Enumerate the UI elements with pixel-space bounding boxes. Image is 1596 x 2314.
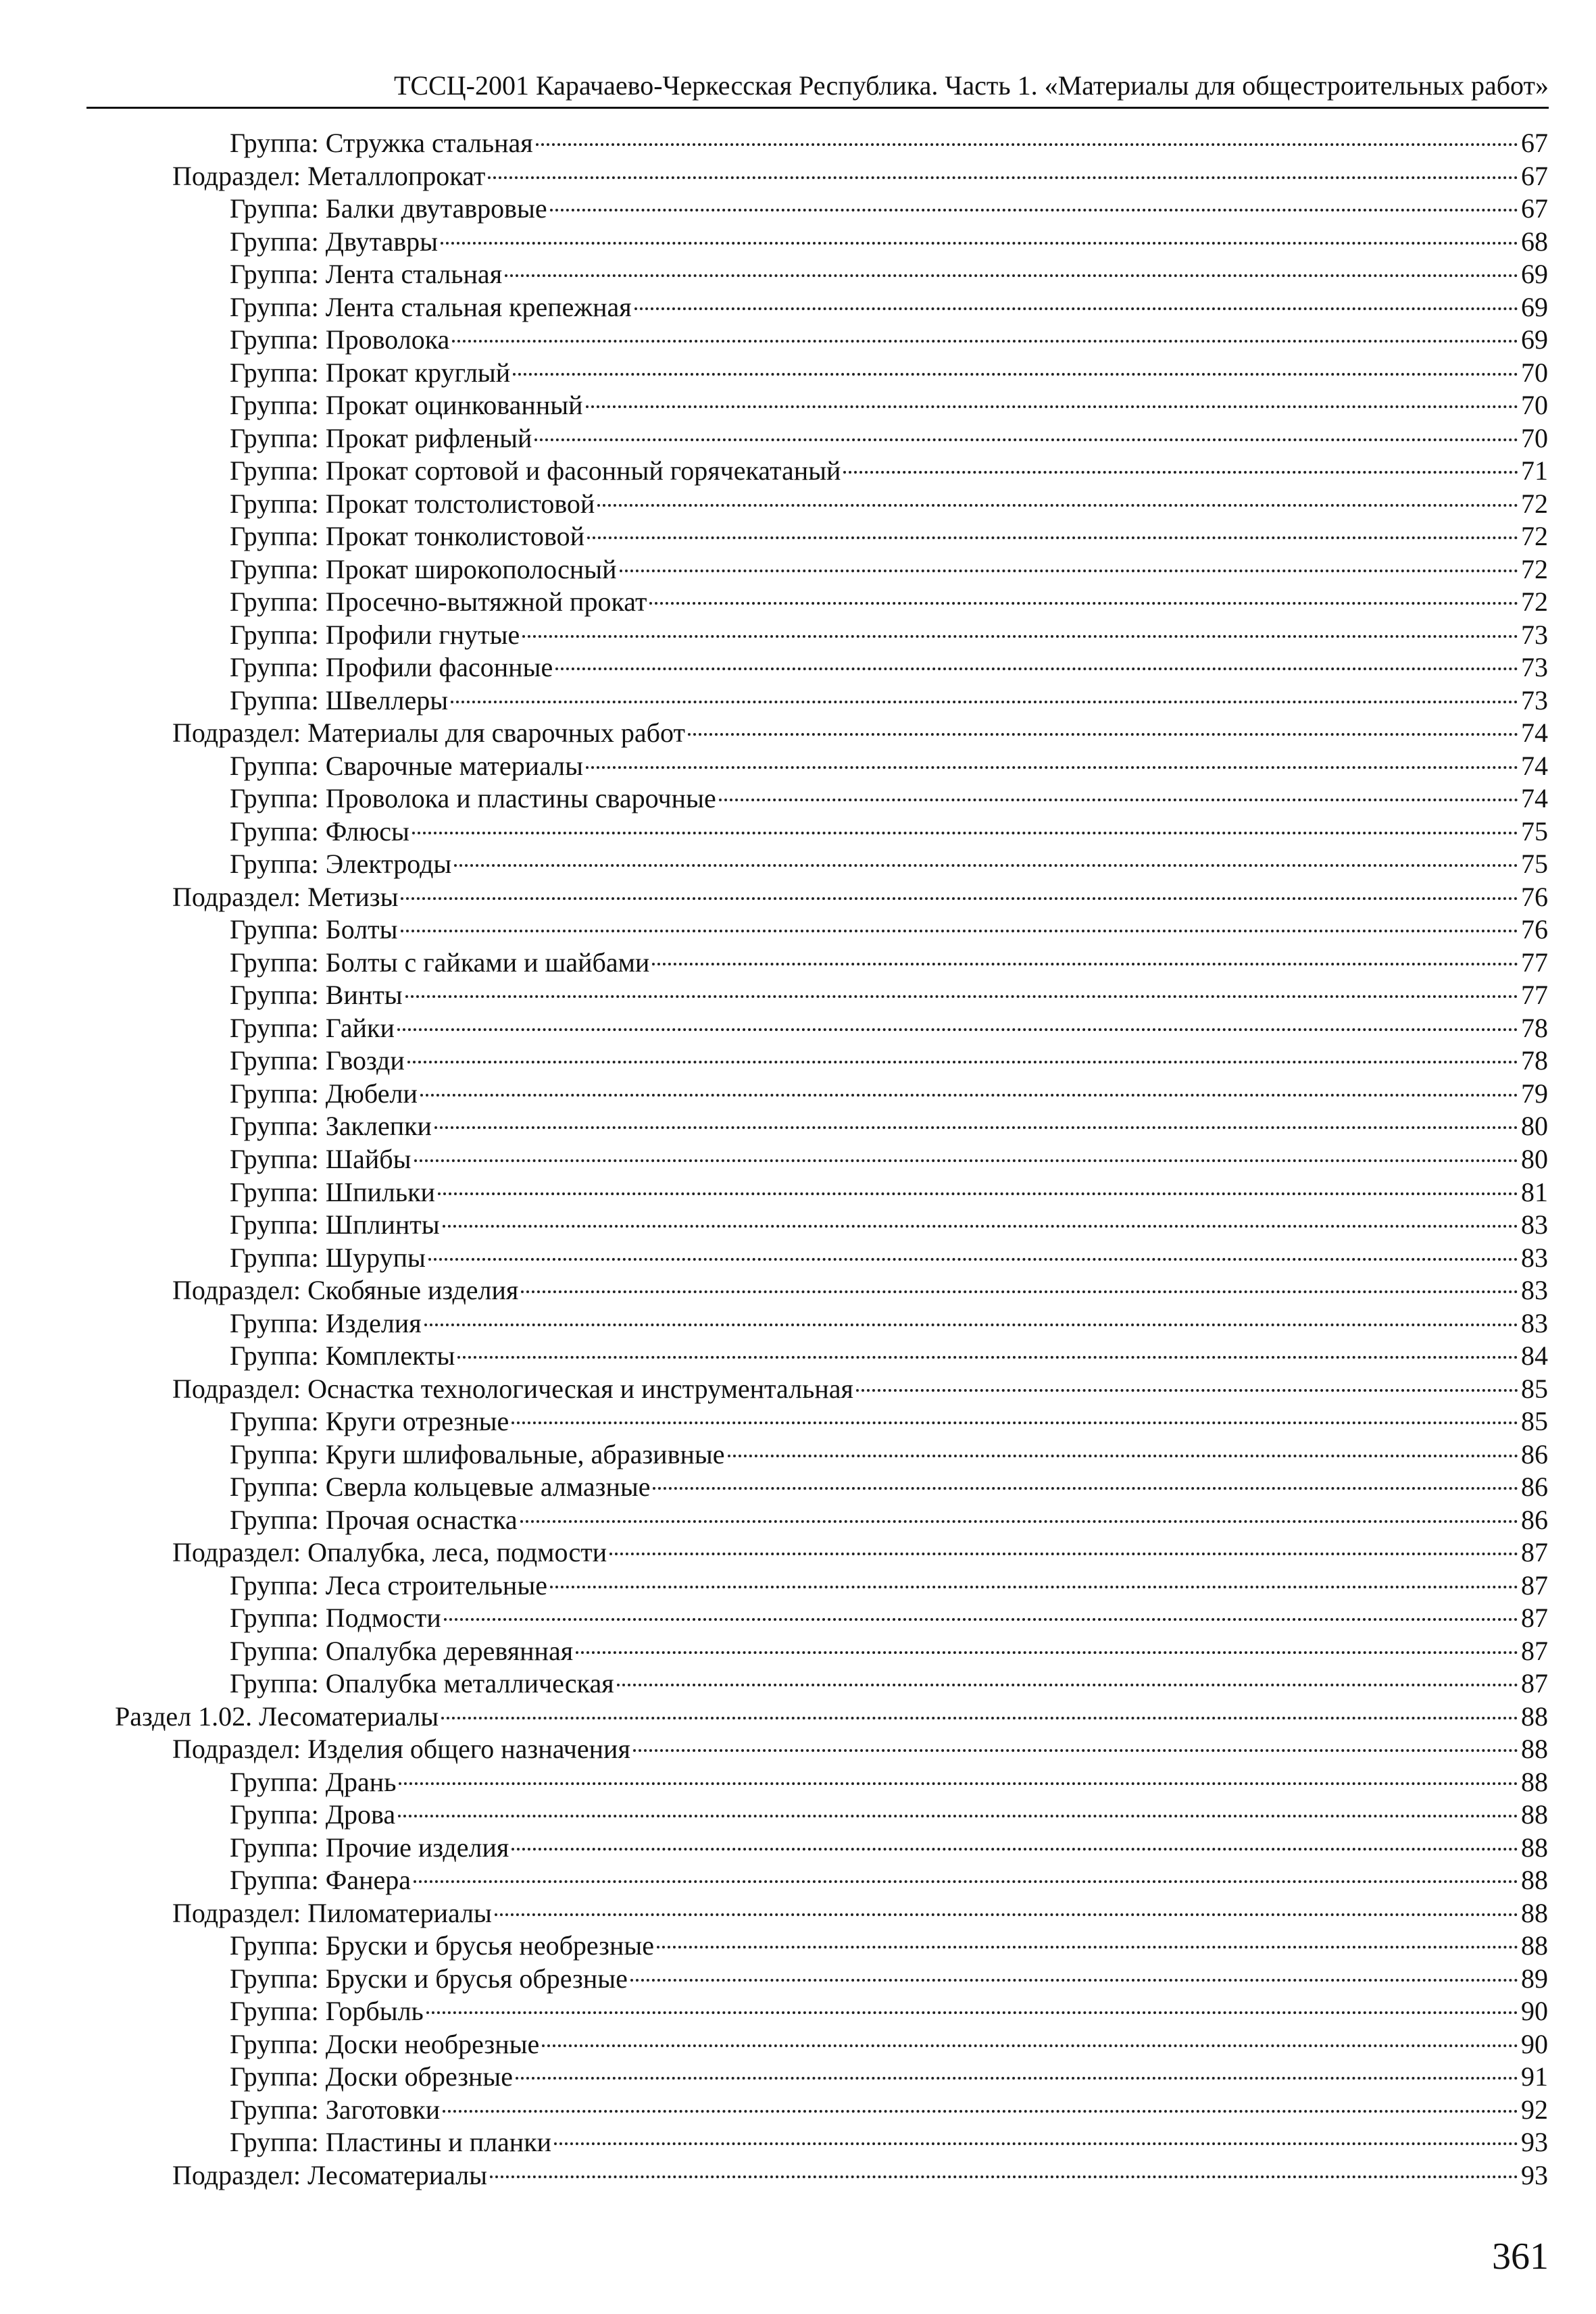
dot-leader bbox=[441, 1717, 1518, 1719]
dot-leader bbox=[505, 274, 1518, 277]
table-of-contents bbox=[0, 127, 1596, 2192]
toc-entry-page: 75 bbox=[1521, 849, 1548, 880]
toc-entry bbox=[0, 1701, 1548, 1734]
toc-entry bbox=[0, 1995, 1548, 2028]
dot-leader bbox=[652, 963, 1518, 965]
dot-leader bbox=[401, 930, 1518, 932]
toc-entry-page: 85 bbox=[1521, 1373, 1548, 1404]
toc-entry-title: Группа: Прокат круглый bbox=[230, 357, 511, 388]
toc-entry-title: Группа: Изделия bbox=[230, 1307, 422, 1338]
dot-leader bbox=[657, 1946, 1518, 1948]
dot-leader bbox=[620, 570, 1518, 572]
toc-entry-title: Группа: Дюбели bbox=[230, 1078, 418, 1109]
toc-entry-page: 92 bbox=[1521, 2094, 1548, 2125]
toc-entry-page: 72 bbox=[1521, 488, 1548, 519]
toc-entry-page: 70 bbox=[1521, 390, 1548, 421]
toc-entry-title: Подраздел: Оснастка технологическая и инструментальная bbox=[172, 1373, 853, 1404]
toc-entry-page: 89 bbox=[1521, 1963, 1548, 1994]
toc-entry bbox=[0, 553, 1548, 586]
dot-leader bbox=[414, 1880, 1518, 1883]
toc-entry bbox=[0, 1438, 1548, 1472]
dot-leader bbox=[630, 1979, 1518, 1982]
toc-entry bbox=[0, 1373, 1548, 1406]
dot-leader bbox=[405, 995, 1518, 998]
toc-entry bbox=[0, 1340, 1548, 1373]
toc-entry bbox=[0, 848, 1548, 881]
dot-leader bbox=[512, 1848, 1518, 1851]
toc-entry bbox=[0, 2159, 1548, 2192]
dot-leader bbox=[521, 1290, 1518, 1293]
toc-entry-title: Группа: Заклепки bbox=[230, 1111, 432, 1142]
toc-entry-page: 80 bbox=[1521, 1143, 1548, 1174]
toc-entry-title: Группа: Просечно-вытяжной прокат bbox=[230, 586, 647, 618]
toc-entry-page: 67 bbox=[1521, 193, 1548, 224]
dot-leader bbox=[536, 143, 1518, 146]
toc-entry-page: 74 bbox=[1521, 718, 1548, 749]
toc-entry-title: Группа: Доски обрезные bbox=[230, 2061, 514, 2092]
toc-entry bbox=[0, 1012, 1548, 1045]
toc-entry-page: 88 bbox=[1521, 1799, 1548, 1830]
toc-entry-page: 83 bbox=[1521, 1307, 1548, 1338]
toc-entry bbox=[0, 2028, 1548, 2061]
toc-entry-title: Группа: Сварочные материалы bbox=[230, 750, 584, 781]
toc-entry-title: Группа: Фанера bbox=[230, 1865, 412, 1896]
toc-entry-page: 75 bbox=[1521, 815, 1548, 847]
dot-leader bbox=[452, 340, 1518, 343]
toc-entry-title: Группа: Проволока bbox=[230, 324, 450, 355]
dot-leader bbox=[407, 1061, 1518, 1063]
toc-entry bbox=[0, 258, 1548, 291]
toc-entry bbox=[0, 127, 1548, 160]
toc-entry-title: Группа: Стружка стальная bbox=[230, 128, 533, 158]
toc-entry-page: 70 bbox=[1521, 422, 1548, 453]
toc-entry bbox=[0, 1504, 1548, 1537]
toc-entry-page: 73 bbox=[1521, 619, 1548, 650]
dot-leader bbox=[420, 1094, 1518, 1097]
dot-leader bbox=[550, 209, 1518, 211]
toc-entry-title: Группа: Прочая оснастка bbox=[230, 1504, 518, 1535]
toc-entry-page: 71 bbox=[1521, 455, 1548, 486]
toc-entry-title: Группа: Прокат сортовой и фасонный горячекатаный bbox=[230, 455, 841, 486]
toc-entry-page: 93 bbox=[1521, 2127, 1548, 2158]
toc-entry-title: Подраздел: Изделия общего назначения bbox=[172, 1734, 630, 1765]
toc-entry bbox=[0, 750, 1548, 783]
dot-leader bbox=[443, 1225, 1518, 1228]
toc-entry-title: Группа: Профили фасонные bbox=[230, 652, 553, 683]
toc-entry bbox=[0, 1864, 1548, 1897]
dot-leader bbox=[534, 438, 1518, 441]
toc-entry-title: Группа: Комплекты bbox=[230, 1340, 455, 1372]
dot-leader bbox=[586, 405, 1519, 408]
toc-entry bbox=[0, 455, 1548, 488]
dot-leader bbox=[399, 1782, 1518, 1785]
running-header: ТССЦ-2001 Карачаево-Черкесская Республика. Часть 1. «Материалы для общестроительных работ» bbox=[393, 70, 1549, 101]
toc-entry bbox=[0, 389, 1548, 422]
dot-leader bbox=[522, 635, 1518, 638]
toc-entry-page: 73 bbox=[1521, 652, 1548, 683]
toc-entry-title: Группа: Шплинты bbox=[230, 1209, 440, 1240]
toc-entry bbox=[0, 1471, 1548, 1504]
toc-entry bbox=[0, 947, 1548, 980]
toc-entry-page: 90 bbox=[1521, 2028, 1548, 2059]
toc-entry-title: Группа: Болты bbox=[230, 914, 398, 945]
toc-entry bbox=[0, 1405, 1548, 1438]
toc-entry-page: 69 bbox=[1521, 259, 1548, 290]
toc-entry bbox=[0, 1897, 1548, 1930]
toc-entry-title: Подраздел: Материалы для сварочных работ bbox=[172, 718, 685, 749]
toc-entry bbox=[0, 1307, 1548, 1340]
toc-entry-page: 88 bbox=[1521, 1734, 1548, 1765]
dot-leader bbox=[513, 373, 1518, 376]
toc-entry-page: 86 bbox=[1521, 1472, 1548, 1503]
toc-entry-title: Группа: Пластины и планки bbox=[230, 2127, 552, 2158]
toc-entry-title: Группа: Винты bbox=[230, 980, 403, 1011]
toc-entry-title: Группа: Подмости bbox=[230, 1603, 441, 1634]
toc-entry bbox=[0, 1733, 1548, 1766]
dot-leader bbox=[444, 1618, 1518, 1621]
toc-entry-title: Группа: Опалубка металлическая bbox=[230, 1668, 614, 1699]
dot-leader bbox=[488, 176, 1518, 179]
toc-entry-title: Группа: Шпильки bbox=[230, 1176, 435, 1207]
toc-entry bbox=[0, 488, 1548, 521]
toc-entry bbox=[0, 1078, 1548, 1111]
toc-entry-page: 78 bbox=[1521, 1045, 1548, 1076]
toc-entry bbox=[0, 2061, 1548, 2094]
toc-entry bbox=[0, 979, 1548, 1012]
toc-entry-title: Раздел 1.02. Лесоматериалы bbox=[115, 1701, 439, 1732]
dot-leader bbox=[401, 897, 1518, 900]
dot-leader bbox=[441, 242, 1518, 245]
page-number: 361 bbox=[1492, 2236, 1549, 2278]
dot-leader bbox=[490, 2175, 1518, 2178]
toc-entry-page: 81 bbox=[1521, 1176, 1548, 1207]
toc-entry-title: Группа: Бруски и брусья обрезные bbox=[230, 1963, 628, 1994]
toc-entry-title: Группа: Лента стальная bbox=[230, 259, 503, 290]
toc-entry-page: 88 bbox=[1521, 1930, 1548, 1961]
dot-leader bbox=[587, 536, 1518, 539]
toc-entry-title: Подраздел: Скобяные изделия bbox=[172, 1275, 519, 1306]
toc-entry-title: Группа: Двутавры bbox=[230, 226, 439, 257]
dot-leader bbox=[434, 1126, 1518, 1129]
toc-entry bbox=[0, 1667, 1548, 1701]
dot-leader bbox=[649, 602, 1518, 605]
toc-entry bbox=[0, 160, 1548, 193]
dot-leader bbox=[397, 1028, 1518, 1031]
dot-leader bbox=[443, 2110, 1518, 2113]
dot-leader bbox=[454, 864, 1518, 867]
toc-entry bbox=[0, 1799, 1548, 1832]
toc-entry-title: Подраздел: Опалубка, леса, подмости bbox=[172, 1537, 607, 1568]
toc-entry-page: 73 bbox=[1521, 684, 1548, 715]
toc-entry-page: 78 bbox=[1521, 1012, 1548, 1043]
toc-entry-title: Группа: Прокат толстолистовой bbox=[230, 488, 595, 519]
toc-entry-title: Группа: Круги шлифовальные, абразивные bbox=[230, 1438, 725, 1469]
dot-leader bbox=[633, 1749, 1518, 1752]
toc-entry bbox=[0, 913, 1548, 947]
dot-leader bbox=[555, 668, 1518, 670]
toc-entry bbox=[0, 1602, 1548, 1635]
toc-entry bbox=[0, 1963, 1548, 1996]
toc-entry-page: 69 bbox=[1521, 291, 1548, 322]
toc-entry-title: Группа: Леса строительные bbox=[230, 1569, 547, 1601]
toc-entry bbox=[0, 881, 1548, 914]
toc-entry bbox=[0, 324, 1548, 357]
toc-entry-page: 87 bbox=[1521, 1603, 1548, 1634]
toc-entry-title: Группа: Прокат тонколистовой bbox=[230, 521, 584, 552]
toc-entry-page: 86 bbox=[1521, 1438, 1548, 1469]
toc-entry-page: 86 bbox=[1521, 1504, 1548, 1535]
toc-entry bbox=[0, 226, 1548, 259]
toc-entry-title: Группа: Сверла кольцевые алмазные bbox=[230, 1472, 651, 1503]
toc-entry bbox=[0, 422, 1548, 455]
toc-entry-title: Группа: Болты с гайками и шайбами bbox=[230, 947, 650, 978]
toc-entry-page: 77 bbox=[1521, 980, 1548, 1011]
toc-entry-title: Группа: Гвозди bbox=[230, 1045, 405, 1076]
toc-entry-page: 77 bbox=[1521, 947, 1548, 978]
toc-entry-page: 87 bbox=[1521, 1635, 1548, 1666]
toc-entry-page: 90 bbox=[1521, 1996, 1548, 2027]
toc-entry bbox=[0, 1930, 1548, 1963]
toc-entry-page: 70 bbox=[1521, 357, 1548, 388]
toc-entry bbox=[0, 684, 1548, 718]
dot-leader bbox=[856, 1389, 1518, 1392]
dot-leader bbox=[843, 471, 1518, 474]
toc-entry bbox=[0, 1536, 1548, 1569]
toc-entry bbox=[0, 1274, 1548, 1307]
toc-entry bbox=[0, 815, 1548, 849]
toc-entry-page: 88 bbox=[1521, 1897, 1548, 1928]
toc-entry bbox=[0, 2094, 1548, 2127]
dot-leader bbox=[520, 1520, 1518, 1523]
toc-entry-page: 88 bbox=[1521, 1865, 1548, 1896]
dot-leader bbox=[609, 1553, 1518, 1555]
toc-entry bbox=[0, 357, 1548, 390]
dot-leader bbox=[424, 1324, 1518, 1326]
toc-entry bbox=[0, 1832, 1548, 1865]
dot-leader bbox=[438, 1192, 1518, 1195]
toc-entry bbox=[0, 1143, 1548, 1176]
toc-entry-title: Группа: Прокат рифленый bbox=[230, 422, 532, 453]
toc-entry-page: 83 bbox=[1521, 1242, 1548, 1273]
toc-entry-title: Группа: Балки двутавровые bbox=[230, 193, 547, 224]
toc-entry-title: Группа: Дрань bbox=[230, 1766, 397, 1797]
toc-entry-title: Группа: Швеллеры bbox=[230, 684, 449, 715]
toc-entry bbox=[0, 1766, 1548, 1799]
toc-entry-page: 76 bbox=[1521, 914, 1548, 945]
toc-entry-title: Группа: Заготовки bbox=[230, 2094, 441, 2125]
toc-entry-title: Группа: Электроды bbox=[230, 849, 452, 880]
dot-leader bbox=[597, 504, 1518, 507]
toc-entry-title: Группа: Дрова bbox=[230, 1799, 396, 1830]
toc-entry-page: 67 bbox=[1521, 160, 1548, 191]
toc-entry bbox=[0, 193, 1548, 226]
dot-leader bbox=[428, 1258, 1518, 1261]
toc-entry-title: Подраздел: Пиломатериалы bbox=[172, 1897, 492, 1928]
toc-entry-title: Группа: Прокат широкополосный bbox=[230, 553, 617, 584]
toc-entry-page: 87 bbox=[1521, 1668, 1548, 1699]
dot-leader bbox=[586, 766, 1518, 769]
toc-entry-title: Группа: Прокат оцинкованный bbox=[230, 390, 583, 421]
dot-leader bbox=[576, 1651, 1518, 1654]
dot-leader bbox=[414, 1159, 1519, 1162]
toc-entry-page: 67 bbox=[1521, 128, 1548, 158]
toc-entry-page: 87 bbox=[1521, 1569, 1548, 1601]
toc-entry-page: 93 bbox=[1521, 2159, 1548, 2190]
toc-entry bbox=[0, 782, 1548, 815]
toc-entry-title: Группа: Флюсы bbox=[230, 815, 409, 847]
toc-entry bbox=[0, 717, 1548, 750]
toc-entry-title: Группа: Прочие изделия bbox=[230, 1832, 509, 1863]
toc-entry-page: 87 bbox=[1521, 1537, 1548, 1568]
toc-entry-page: 76 bbox=[1521, 881, 1548, 912]
toc-entry-title: Группа: Профили гнутые bbox=[230, 619, 520, 650]
toc-entry bbox=[0, 651, 1548, 684]
toc-entry-title: Группа: Лента стальная крепежная bbox=[230, 291, 632, 322]
dot-leader bbox=[550, 1586, 1518, 1588]
toc-entry-title: Группа: Доски необрезные bbox=[230, 2028, 540, 2059]
toc-entry-title: Группа: Проволока и пластины сварочные bbox=[230, 783, 716, 814]
dot-leader bbox=[728, 1455, 1519, 1457]
dot-leader bbox=[617, 1684, 1518, 1686]
toc-entry-title: Подраздел: Металлопрокат bbox=[172, 160, 486, 191]
dot-leader bbox=[653, 1487, 1518, 1490]
toc-entry bbox=[0, 1045, 1548, 1078]
toc-entry-page: 85 bbox=[1521, 1406, 1548, 1437]
toc-entry bbox=[0, 2126, 1548, 2159]
dot-leader bbox=[457, 1356, 1518, 1359]
toc-entry-page: 79 bbox=[1521, 1078, 1548, 1109]
toc-entry-title: Подраздел: Лесоматериалы bbox=[172, 2159, 488, 2190]
dot-leader bbox=[426, 2011, 1518, 2014]
toc-entry-title: Группа: Опалубка деревянная bbox=[230, 1635, 574, 1666]
toc-entry bbox=[0, 586, 1548, 619]
toc-entry-title: Группа: Бруски и брусья необрезные bbox=[230, 1930, 655, 1961]
toc-entry bbox=[0, 619, 1548, 652]
toc-entry-title: Группа: Круги отрезные bbox=[230, 1406, 509, 1437]
toc-entry-page: 83 bbox=[1521, 1275, 1548, 1306]
toc-entry bbox=[0, 1569, 1548, 1603]
toc-entry-page: 80 bbox=[1521, 1111, 1548, 1142]
dot-leader bbox=[398, 1815, 1518, 1817]
toc-entry bbox=[0, 520, 1548, 553]
toc-entry-page: 74 bbox=[1521, 783, 1548, 814]
dot-leader bbox=[516, 2077, 1518, 2080]
dot-leader bbox=[451, 701, 1518, 703]
toc-entry-page: 91 bbox=[1521, 2061, 1548, 2092]
toc-entry-title: Группа: Шайбы bbox=[230, 1143, 412, 1174]
dot-leader bbox=[495, 1913, 1518, 1916]
toc-entry bbox=[0, 1242, 1548, 1275]
toc-entry-page: 74 bbox=[1521, 750, 1548, 781]
toc-entry-page: 83 bbox=[1521, 1209, 1548, 1240]
dot-leader bbox=[634, 307, 1518, 310]
toc-entry-page: 88 bbox=[1521, 1832, 1548, 1863]
dot-leader bbox=[554, 2142, 1518, 2145]
toc-entry-page: 88 bbox=[1521, 1766, 1548, 1797]
dot-leader bbox=[412, 832, 1518, 834]
toc-entry-title: Группа: Горбыль bbox=[230, 1996, 424, 2027]
toc-entry-title: Группа: Гайки bbox=[230, 1012, 395, 1043]
toc-entry-page: 72 bbox=[1521, 553, 1548, 584]
toc-entry-page: 88 bbox=[1521, 1701, 1548, 1732]
toc-entry-page: 72 bbox=[1521, 586, 1548, 618]
toc-entry-page: 69 bbox=[1521, 324, 1548, 355]
toc-entry bbox=[0, 291, 1548, 324]
dot-leader bbox=[688, 733, 1518, 736]
dot-leader bbox=[542, 2044, 1518, 2047]
toc-entry-title: Группа: Шурупы bbox=[230, 1242, 426, 1273]
dot-leader bbox=[512, 1422, 1518, 1424]
toc-entry bbox=[0, 1635, 1548, 1668]
toc-entry-page: 72 bbox=[1521, 521, 1548, 552]
toc-entry bbox=[0, 1110, 1548, 1143]
toc-entry-page: 84 bbox=[1521, 1340, 1548, 1372]
header-rule bbox=[86, 107, 1549, 109]
toc-entry bbox=[0, 1209, 1548, 1242]
dot-leader bbox=[719, 799, 1518, 801]
toc-entry-page: 68 bbox=[1521, 226, 1548, 257]
toc-entry-title: Подраздел: Метизы bbox=[172, 881, 399, 912]
toc-entry bbox=[0, 1176, 1548, 1209]
